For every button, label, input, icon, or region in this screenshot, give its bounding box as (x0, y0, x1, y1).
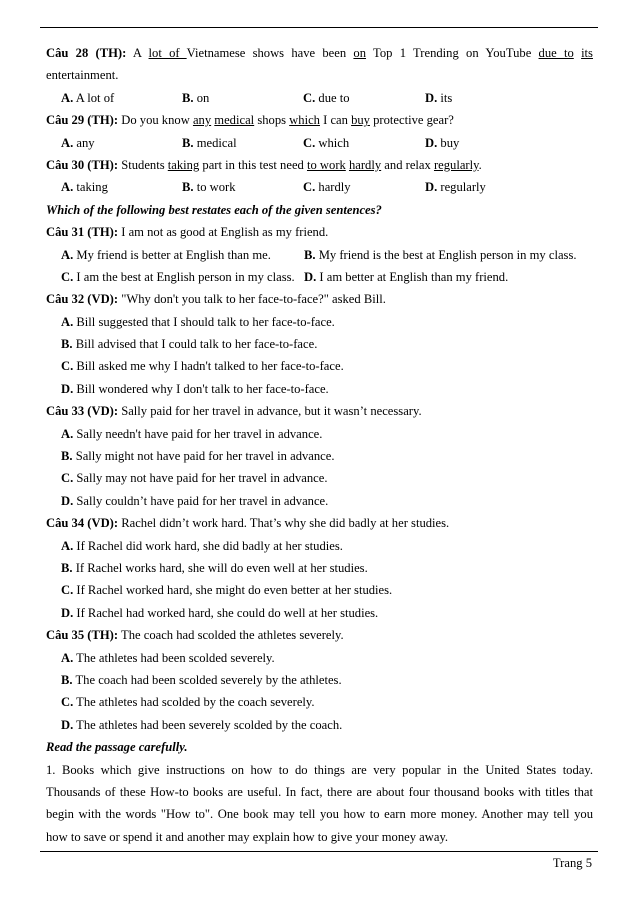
question-label: Câu 32 (VD): (46, 292, 119, 307)
question-35: Câu 35 (TH): The coach had scolded the athletes severely. (46, 628, 344, 643)
option-a[interactable]: A. any (61, 135, 95, 150)
underlined-b: on (353, 46, 367, 60)
question-34: Câu 34 (VD): Rachel didn’t work hard. That’s why she did badly at her studies. (46, 516, 450, 531)
option-d[interactable]: D. Sally couldn’t have paid for her travel in advance. (61, 493, 329, 508)
option-d[interactable]: D. Bill wondered why I don't talk to her face-to-face. (61, 381, 329, 396)
option-b[interactable]: B. medical (182, 135, 237, 150)
option-d[interactable]: D. If Rachel had worked hard, she could do well at her studies. (61, 605, 379, 620)
passage-line: begin with the words "How to". One book may tell you how to earn more money. Another may tell you (46, 807, 593, 822)
option-b[interactable]: B. The coach had been scolded severely by the athletes. (61, 672, 342, 687)
option-a[interactable]: A. A lot of (61, 90, 115, 105)
option-c[interactable]: C. If Rachel worked hard, she might do even better at her studies. (61, 583, 393, 598)
option-a[interactable]: A. My friend is better at English than me. (61, 247, 271, 262)
underlined-c: due to (538, 46, 574, 60)
option-d[interactable]: D. its (425, 90, 453, 105)
question-29-options (46, 132, 593, 154)
option-a[interactable]: A. The athletes had been scolded severely. (61, 650, 275, 665)
option-c[interactable]: C. Sally may not have paid for her travel in advance. (61, 471, 328, 486)
question-label: Câu 28 (TH): (46, 46, 127, 60)
option-b[interactable]: B. My friend is the best at English person in my class. (304, 247, 577, 262)
question-label: Câu 31 (TH): (46, 225, 119, 240)
option-a[interactable]: A. Bill suggested that I should talk to her face-to-face. (61, 314, 335, 329)
question-29: Câu 29 (TH): Do you know any medical shops which I can buy protective gear? (46, 113, 454, 128)
question-30: Câu 30 (TH): Students taking part in this test need to work hardly and relax regularly. (46, 157, 482, 172)
section-heading-restate: Which of the following best restates each of the given sentences? (46, 202, 382, 217)
option-d[interactable]: D. I am better at English than my friend. (304, 269, 509, 284)
option-c[interactable]: C. due to (303, 90, 350, 105)
footer-rule (40, 851, 598, 852)
section-heading-passage: Read the passage carefully. (46, 740, 188, 755)
option-b[interactable]: B. If Rachel works hard, she will do even well at her studies. (61, 560, 368, 575)
option-a[interactable]: A. Sally needn't have paid for her travel in advance. (61, 426, 323, 441)
underlined-d: its (581, 46, 593, 60)
question-28-cont: entertainment. (46, 68, 119, 83)
question-28-options (46, 87, 593, 109)
question-label: Câu 34 (VD): (46, 516, 119, 531)
question-label: Câu 35 (TH): (46, 628, 119, 643)
option-c[interactable]: C. The athletes had scolded by the coach severely. (61, 695, 315, 710)
question-31: Câu 31 (TH): I am not as good at English as my friend. (46, 225, 329, 240)
question-label: Câu 29 (TH): (46, 113, 119, 128)
question-31-options-row2 (46, 266, 593, 288)
option-d[interactable]: D. buy (425, 135, 460, 150)
option-a[interactable]: A. taking (61, 180, 108, 195)
option-b[interactable]: B. to work (182, 180, 236, 195)
question-31-options-row1 (46, 244, 593, 266)
question-32: Câu 32 (VD): "Why don't you talk to her face-to-face?" asked Bill. (46, 292, 386, 307)
passage-line: how to save or spend it and another may explain how to give your money away. (46, 829, 449, 844)
option-a[interactable]: A. If Rachel did work hard, she did badly at her studies. (61, 538, 343, 553)
option-c[interactable]: C. I am the best at English person in my class. (61, 269, 295, 284)
question-label: Câu 30 (TH): (46, 157, 119, 172)
passage-line: Thousands of these How-to books are useful. In fact, there are about four thousand books with titles that (46, 784, 593, 799)
option-c[interactable]: C. Bill asked me why I hadn't talked to her face-to-face. (61, 359, 344, 374)
option-b[interactable]: B. on (182, 90, 210, 105)
option-c[interactable]: C. hardly (303, 180, 351, 195)
question-28: Câu 28 (TH): A lot of Vietnamese shows have been on Top 1 Trending on YouTube due to its (46, 46, 593, 60)
underlined-a: lot of (148, 46, 187, 60)
passage-line: 1. Books which give instructions on how to do things are very popular in the United States today. (46, 762, 593, 777)
page-content (46, 42, 593, 848)
question-label: Câu 33 (VD): (46, 404, 119, 419)
question-30-options (46, 176, 593, 198)
page-number: Trang 5 (552, 856, 592, 870)
question-33: Câu 33 (VD): Sally paid for her travel in advance, but it wasn’t necessary. (46, 404, 422, 419)
option-b[interactable]: B. Sally might not have paid for her travel in advance. (61, 449, 335, 464)
header-rule (40, 27, 598, 28)
option-b[interactable]: B. Bill advised that I could talk to her face-to-face. (61, 337, 318, 352)
option-d[interactable]: D. The athletes had been severely scolded by the coach. (61, 717, 343, 732)
option-c[interactable]: C. which (303, 135, 350, 150)
option-d[interactable]: D. regularly (425, 180, 486, 195)
